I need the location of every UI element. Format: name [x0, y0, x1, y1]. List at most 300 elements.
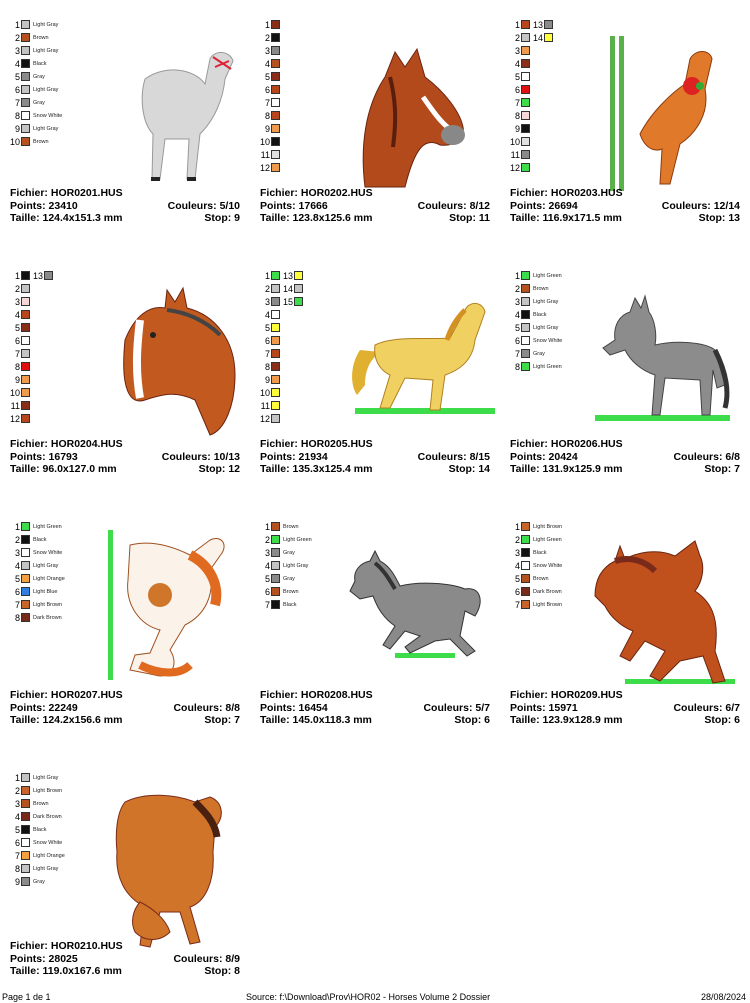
color-number: 8	[264, 111, 270, 121]
info-label: Points:	[10, 952, 46, 965]
color-number: 4	[14, 561, 20, 571]
color-swatch	[521, 600, 530, 609]
info-value: 8/15	[469, 450, 490, 463]
info-value: HOR0201.HUS	[50, 187, 123, 199]
info-left	[260, 438, 373, 451]
horse-illustration	[105, 782, 235, 962]
color-swatch	[21, 59, 30, 68]
color-number: 1	[14, 20, 20, 30]
color-number: 5	[514, 574, 520, 584]
source-path: Source: f:\Download\Prov\HOR02 - Horses Volume 2 Dossier	[246, 992, 491, 1002]
horse-illustration	[335, 541, 495, 676]
color-swatch	[521, 587, 530, 596]
info-row	[260, 212, 490, 225]
color-number: 1	[514, 271, 520, 281]
color-swatch	[21, 600, 30, 609]
info-label: Taille:	[260, 463, 290, 475]
design-cell	[10, 270, 250, 495]
info-value: 5/10	[219, 199, 240, 212]
color-swatch	[271, 124, 280, 133]
color-number: 1	[264, 271, 270, 281]
info-left	[10, 212, 122, 225]
color-swatch	[21, 535, 30, 544]
color-swatch	[521, 98, 530, 107]
info-label: Taille:	[10, 463, 40, 475]
color-swatch	[271, 414, 280, 423]
color-number: 9	[514, 124, 520, 134]
info-value: 16793	[48, 450, 78, 463]
info-value: 8/12	[469, 199, 490, 212]
color-swatch	[21, 786, 30, 795]
color-name: Gray	[533, 351, 545, 357]
color-swatch	[521, 310, 530, 319]
info-left	[510, 689, 623, 702]
info-value: 119.0x167.6 mm	[42, 965, 122, 977]
info-right	[454, 714, 490, 727]
info-row	[510, 702, 740, 715]
color-number: 9	[264, 375, 270, 385]
info-value: 6	[734, 714, 740, 726]
print-date: 28/08/2024	[700, 992, 746, 1002]
color-number: 2	[264, 535, 270, 545]
color-swatch	[21, 98, 30, 107]
info-label: Points:	[260, 450, 296, 463]
info-value: 14	[478, 463, 490, 475]
color-name: Black	[283, 602, 297, 608]
info-value: 123.9x128.9 mm	[542, 714, 623, 726]
color-name: Light Green	[33, 524, 62, 530]
info-row	[10, 702, 240, 715]
design-info	[510, 689, 740, 727]
color-number: 7	[514, 349, 520, 359]
info-label: Couleurs:	[161, 450, 211, 463]
info-label: Couleurs:	[417, 199, 467, 212]
color-number: 4	[264, 59, 270, 69]
color-name: Dark Brown	[533, 589, 562, 595]
color-name: Snow White	[33, 113, 63, 119]
horse-illustration	[585, 290, 735, 435]
info-value: HOR0206.HUS	[550, 438, 623, 450]
info-label: Stop:	[204, 965, 232, 977]
color-swatch	[271, 59, 280, 68]
color-swatch	[21, 401, 30, 410]
color-number: 10	[10, 137, 21, 147]
design-cell	[260, 270, 500, 495]
design-cell	[260, 521, 500, 746]
color-swatch	[521, 349, 530, 358]
info-label: Couleurs:	[167, 199, 217, 212]
color-swatch	[21, 124, 30, 133]
info-left	[510, 212, 622, 225]
color-number: 13	[33, 271, 44, 281]
color-swatch	[21, 414, 30, 423]
color-name: Light Green	[283, 537, 312, 543]
color-name: Gray	[33, 879, 45, 885]
info-left	[260, 187, 373, 200]
design-info	[10, 438, 240, 476]
color-swatch	[21, 85, 30, 94]
color-swatch	[271, 284, 280, 293]
info-row	[510, 187, 740, 200]
color-swatch	[21, 72, 30, 81]
color-number: 6	[264, 587, 270, 597]
color-number: 10	[260, 137, 271, 147]
info-label: Points:	[260, 199, 296, 212]
info-label: Fichier:	[10, 940, 48, 952]
color-swatch	[271, 98, 280, 107]
info-value: 11	[478, 212, 490, 224]
color-swatch	[521, 46, 530, 55]
info-label: Points:	[10, 450, 46, 463]
color-swatch	[21, 310, 30, 319]
color-swatch	[21, 137, 30, 146]
info-left	[10, 451, 78, 464]
horse-illustration	[100, 525, 250, 695]
design-info	[10, 689, 240, 727]
color-name: Light Gray	[33, 87, 59, 93]
color-swatch	[521, 535, 530, 544]
info-value: 28025	[48, 952, 78, 965]
color-swatch	[271, 522, 280, 531]
color-swatch	[521, 59, 530, 68]
color-swatch	[271, 163, 280, 172]
color-number: 2	[14, 33, 20, 43]
color-swatch	[521, 33, 530, 42]
color-swatch	[521, 297, 530, 306]
color-number: 7	[14, 349, 20, 359]
color-number: 1	[514, 522, 520, 532]
info-value: 7	[234, 714, 240, 726]
color-swatch	[544, 20, 553, 29]
color-name: Light Gray	[33, 22, 59, 28]
color-swatch	[521, 137, 530, 146]
color-number: 6	[514, 336, 520, 346]
info-label: Stop:	[204, 714, 232, 726]
info-label: Fichier:	[10, 689, 48, 701]
info-label: Fichier:	[510, 438, 548, 450]
color-swatch	[21, 773, 30, 782]
color-name: Brown	[33, 35, 49, 41]
color-name: Light Orange	[33, 576, 65, 582]
color-swatch	[21, 349, 30, 358]
color-name: Dark Brown	[33, 615, 62, 621]
color-number: 3	[514, 297, 520, 307]
info-left	[510, 438, 623, 451]
color-swatch	[544, 33, 553, 42]
info-label: Taille:	[510, 212, 540, 224]
info-value: 9	[234, 212, 240, 224]
info-label: Couleurs:	[673, 701, 723, 714]
color-name: Light Gray	[33, 48, 59, 54]
color-number: 2	[14, 284, 20, 294]
color-name: Gray	[33, 74, 45, 80]
info-label: Stop:	[704, 463, 732, 475]
color-swatch	[271, 72, 280, 81]
color-swatch	[521, 548, 530, 557]
color-name: Light Orange	[33, 853, 65, 859]
info-left	[510, 463, 622, 476]
color-swatch	[21, 362, 30, 371]
color-swatch	[271, 33, 280, 42]
horse-illustration	[585, 531, 735, 701]
color-number: 4	[264, 561, 270, 571]
color-number: 14	[533, 33, 544, 43]
info-right	[418, 451, 490, 464]
info-value: 21934	[298, 450, 328, 463]
color-name: Brown	[533, 286, 549, 292]
info-value: 20424	[548, 450, 578, 463]
color-name: Black	[533, 550, 547, 556]
color-swatch	[271, 561, 280, 570]
color-number: 3	[264, 297, 270, 307]
color-swatch	[21, 613, 30, 622]
color-name: Snow White	[533, 563, 563, 569]
color-swatch	[44, 271, 53, 280]
color-number: 2	[514, 33, 520, 43]
info-value: 135.3x125.4 mm	[292, 463, 373, 475]
info-row	[260, 200, 490, 213]
color-name: Brown	[33, 139, 49, 145]
color-name: Snow White	[33, 550, 63, 556]
info-row	[510, 438, 740, 451]
info-value: 15971	[548, 701, 578, 714]
info-label: Points:	[10, 701, 46, 714]
color-swatch	[294, 271, 303, 280]
color-number: 10	[510, 137, 521, 147]
color-name: Light Gray	[33, 866, 59, 872]
color-swatch	[271, 150, 280, 159]
info-right	[168, 200, 240, 213]
info-row	[10, 438, 240, 451]
info-row	[10, 953, 240, 966]
color-name: Gray	[283, 550, 295, 556]
color-swatch	[271, 587, 280, 596]
color-swatch	[521, 284, 530, 293]
color-number: 13	[283, 271, 294, 281]
color-swatch	[21, 111, 30, 120]
info-label: Points:	[10, 199, 46, 212]
info-value: 123.8x125.6 mm	[292, 212, 373, 224]
info-value: 124.2x156.6 mm	[42, 714, 123, 726]
info-left	[260, 451, 328, 464]
horse-illustration	[335, 37, 475, 202]
info-row	[510, 463, 740, 476]
color-name: Light Green	[533, 537, 562, 543]
info-label: Stop:	[704, 714, 732, 726]
info-row	[510, 212, 740, 225]
color-swatch	[21, 561, 30, 570]
info-left	[10, 702, 78, 715]
info-label: Taille:	[260, 212, 290, 224]
color-number: 4	[514, 59, 520, 69]
color-swatch	[271, 137, 280, 146]
info-value: HOR0208.HUS	[300, 689, 373, 701]
color-number: 1	[264, 20, 270, 30]
info-right	[199, 463, 240, 476]
color-number: 3	[264, 46, 270, 56]
color-name: Light Brown	[533, 602, 563, 608]
info-right	[449, 212, 490, 225]
info-left	[10, 187, 123, 200]
info-value: 131.9x125.9 mm	[542, 463, 623, 475]
color-swatch	[21, 336, 30, 345]
info-value: 12	[228, 463, 240, 475]
page-number: Page 1 de 1	[2, 992, 51, 1002]
color-swatch	[21, 877, 30, 886]
color-number: 8	[514, 111, 520, 121]
info-left	[260, 463, 372, 476]
design-info	[510, 438, 740, 476]
color-swatch	[271, 46, 280, 55]
color-swatch	[521, 150, 530, 159]
color-number: 11	[510, 150, 520, 160]
color-number: 1	[264, 522, 270, 532]
info-value: 17666	[298, 199, 328, 212]
color-number: 6	[264, 85, 270, 95]
info-row	[10, 714, 240, 727]
info-left	[10, 438, 123, 451]
color-number: 8	[14, 613, 20, 623]
info-right	[704, 714, 740, 727]
color-name: Light Green	[533, 364, 562, 370]
color-swatch	[521, 163, 530, 172]
color-number: 1	[14, 271, 20, 281]
info-value: HOR0207.HUS	[50, 689, 123, 701]
color-number: 7	[264, 349, 270, 359]
color-number: 10	[260, 388, 271, 398]
color-name: Gray	[283, 576, 295, 582]
color-swatch	[294, 297, 303, 306]
color-swatch	[521, 72, 530, 81]
color-number: 13	[533, 20, 544, 30]
color-number: 1	[514, 20, 520, 30]
info-row	[260, 702, 490, 715]
color-number: 9	[264, 124, 270, 134]
info-value: HOR0209.HUS	[550, 689, 623, 701]
page-footer	[0, 990, 750, 1003]
color-number: 5	[264, 323, 270, 333]
info-right	[673, 451, 740, 464]
info-label: Taille:	[260, 714, 290, 726]
info-left	[260, 714, 372, 727]
color-name: Light Brown	[33, 788, 63, 794]
info-label: Taille:	[510, 463, 540, 475]
info-left	[510, 714, 622, 727]
info-row	[260, 689, 490, 702]
color-number: 2	[14, 535, 20, 545]
info-value: 26694	[548, 199, 578, 212]
info-row	[510, 689, 740, 702]
color-number: 3	[264, 548, 270, 558]
color-swatch	[21, 825, 30, 834]
info-label: Taille:	[510, 714, 540, 726]
color-number: 12	[260, 163, 271, 173]
info-label: Couleurs:	[673, 450, 723, 463]
info-label: Points:	[510, 199, 546, 212]
color-number: 11	[260, 150, 270, 160]
color-number: 6	[14, 838, 20, 848]
info-value: 13	[728, 212, 740, 224]
info-value: 96.0x127.0 mm	[42, 463, 117, 475]
color-name: Light Blue	[33, 589, 58, 595]
color-number: 9	[14, 124, 20, 134]
color-number: 8	[14, 111, 20, 121]
info-row	[260, 463, 490, 476]
info-right	[699, 212, 740, 225]
info-right	[423, 702, 490, 715]
info-value: 6/7	[725, 701, 740, 714]
horse-illustration	[105, 280, 245, 445]
color-name: Light Brown	[533, 524, 563, 530]
color-swatch	[21, 323, 30, 332]
color-number: 1	[14, 522, 20, 532]
info-value: 5/7	[475, 701, 490, 714]
info-value: 8/8	[225, 701, 240, 714]
color-number: 6	[264, 336, 270, 346]
info-row	[10, 451, 240, 464]
info-label: Taille:	[10, 965, 40, 977]
horse-illustration	[105, 39, 245, 204]
info-label: Fichier:	[10, 187, 48, 199]
info-label: Points:	[260, 701, 296, 714]
info-value: HOR0210.HUS	[50, 940, 123, 952]
color-swatch	[271, 297, 280, 306]
color-number: 4	[514, 561, 520, 571]
info-value: HOR0203.HUS	[550, 187, 623, 199]
info-row	[260, 714, 490, 727]
color-swatch	[521, 362, 530, 371]
color-number: 7	[14, 851, 20, 861]
color-swatch	[521, 271, 530, 280]
color-swatch	[21, 851, 30, 860]
color-swatch	[294, 284, 303, 293]
info-left	[10, 940, 123, 953]
info-right	[204, 212, 240, 225]
info-label: Stop:	[698, 212, 726, 224]
info-row	[260, 438, 490, 451]
info-row	[260, 451, 490, 464]
color-number: 4	[14, 812, 20, 822]
info-label: Fichier:	[260, 187, 298, 199]
color-name: Black	[33, 827, 47, 833]
color-swatch	[21, 587, 30, 596]
color-name: Light Gray	[33, 563, 59, 569]
color-number: 5	[14, 825, 20, 835]
color-swatch	[21, 388, 30, 397]
color-swatch	[271, 362, 280, 371]
info-label: Points:	[510, 450, 546, 463]
info-label: Fichier:	[510, 187, 548, 199]
info-right	[673, 702, 740, 715]
info-value: 12/14	[713, 199, 740, 212]
color-number: 14	[283, 284, 294, 294]
color-name: Light Gray	[533, 325, 559, 331]
color-swatch	[21, 375, 30, 384]
color-number: 5	[264, 574, 270, 584]
color-number: 5	[14, 574, 20, 584]
color-number: 5	[14, 72, 20, 82]
color-swatch	[21, 864, 30, 873]
color-number: 12	[510, 163, 521, 173]
info-row	[10, 689, 240, 702]
color-number: 3	[514, 548, 520, 558]
color-number: 8	[514, 362, 520, 372]
info-row	[260, 187, 490, 200]
color-swatch	[271, 111, 280, 120]
color-number: 5	[14, 323, 20, 333]
info-left	[260, 689, 373, 702]
design-cell	[510, 270, 750, 495]
